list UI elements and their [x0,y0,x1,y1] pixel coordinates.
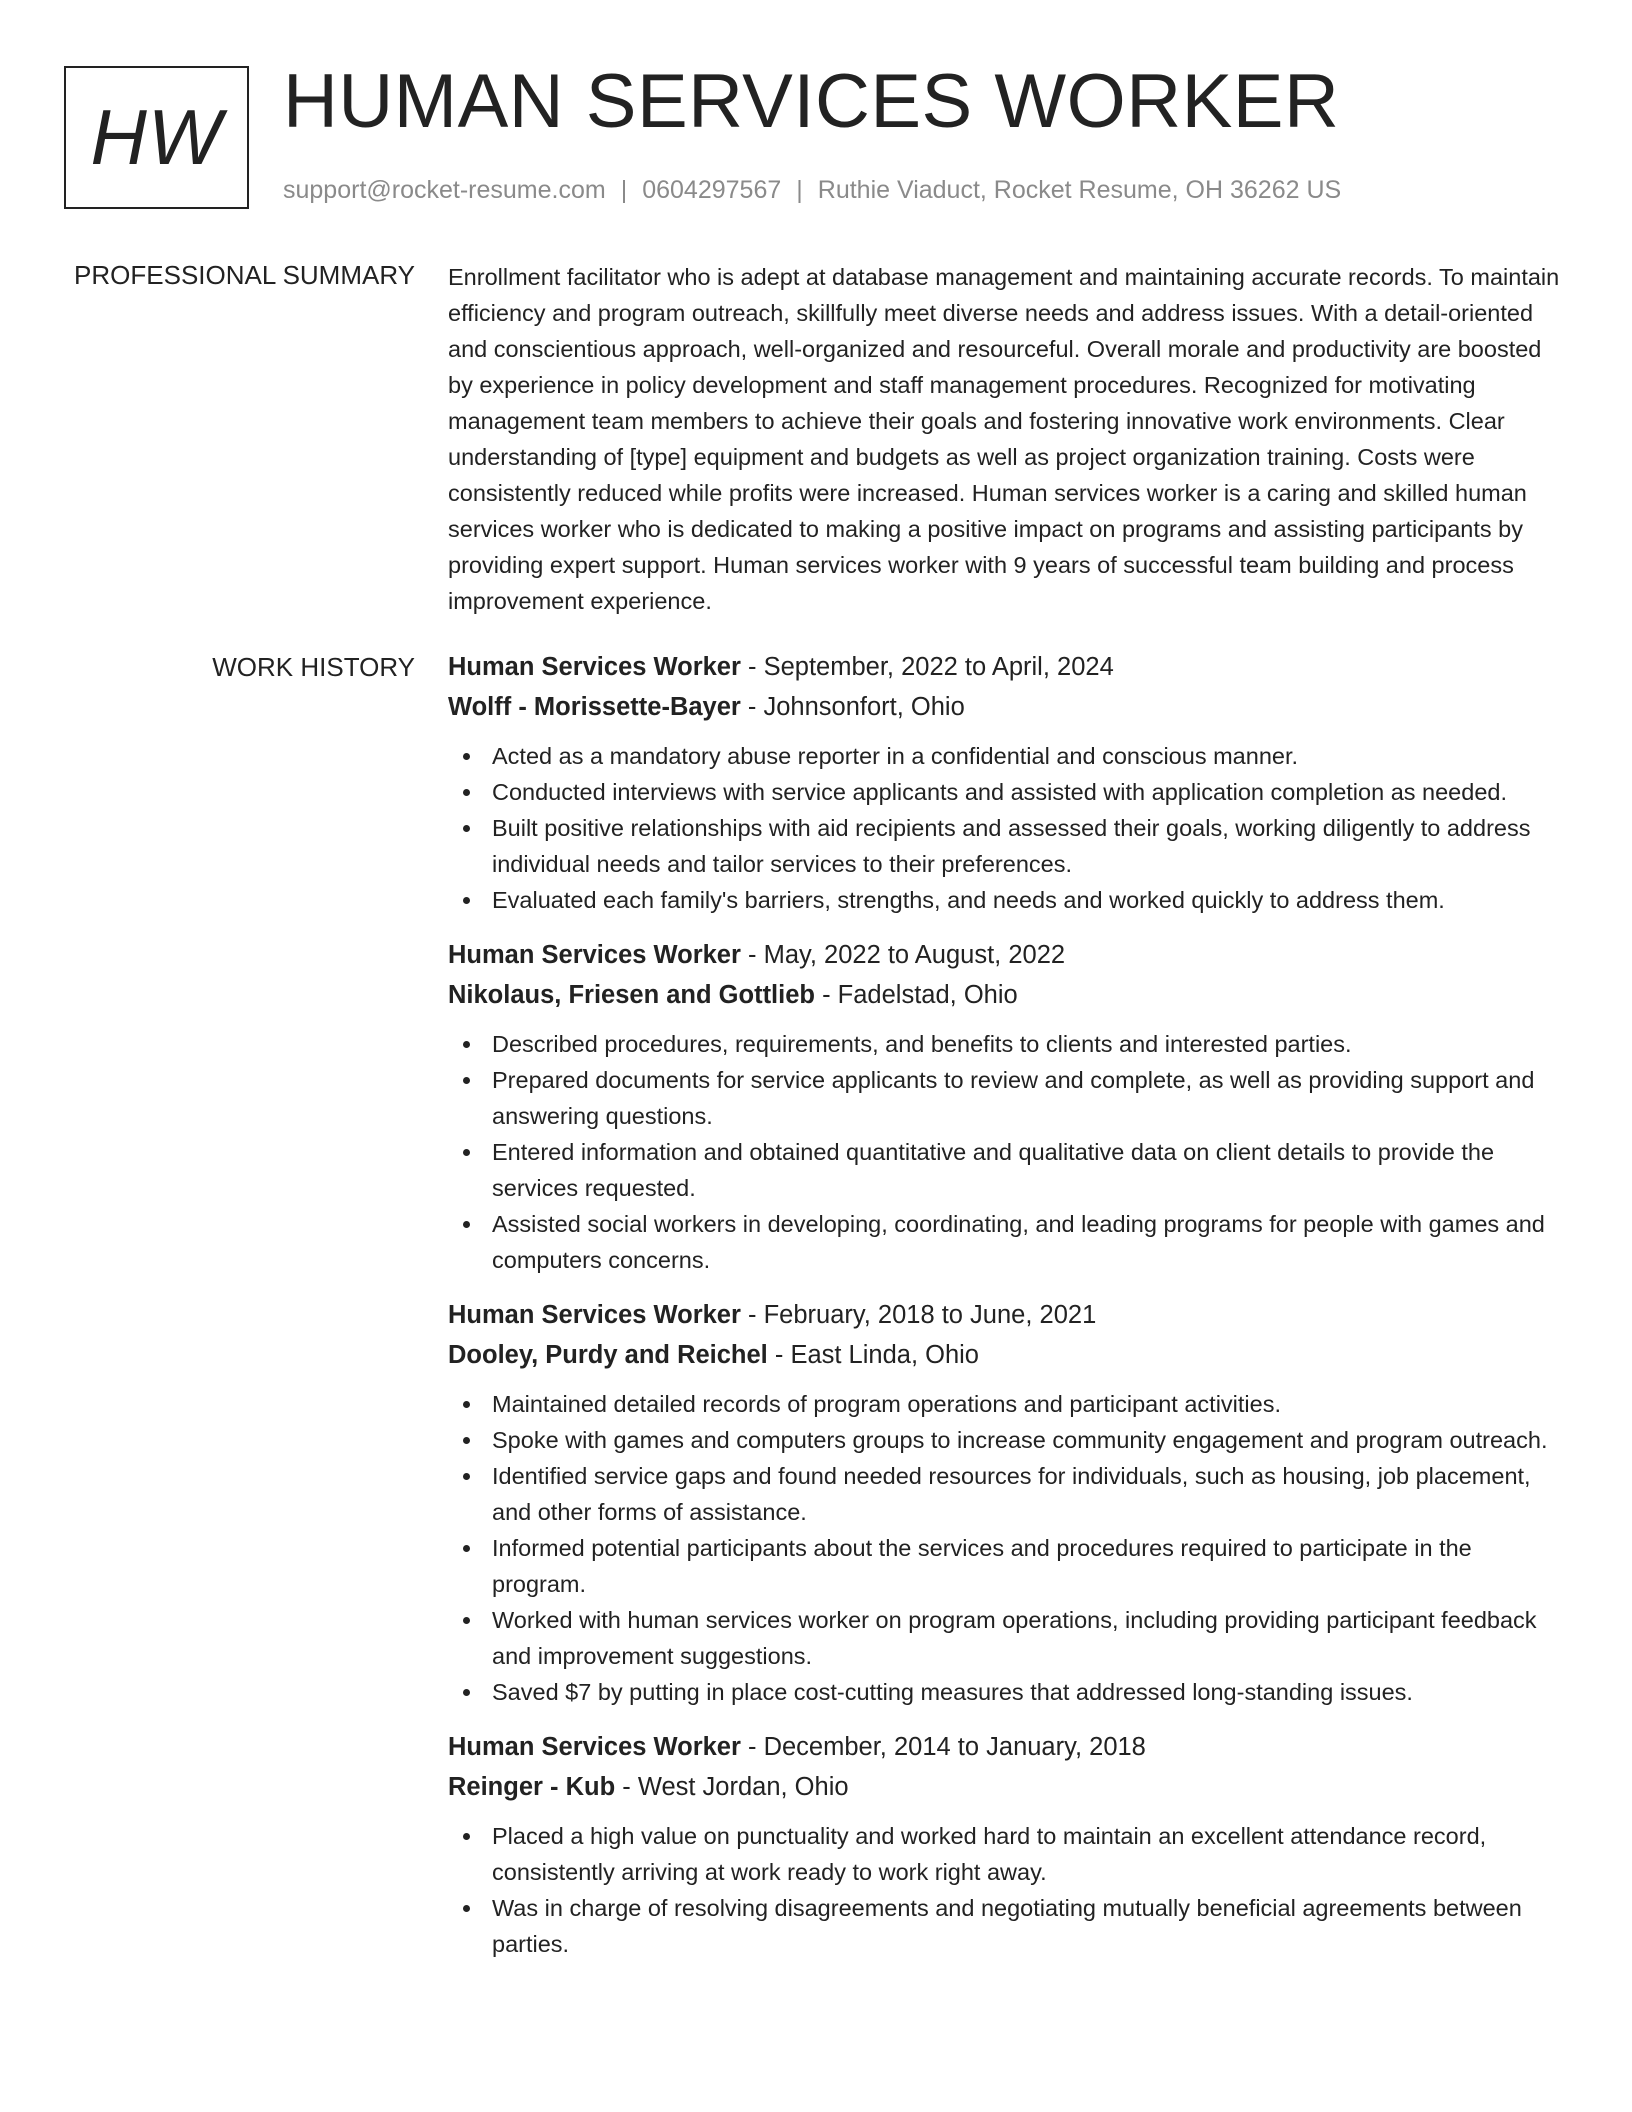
job-company: Reinger - Kub [448,1773,616,1801]
job-company-line [448,1767,1568,1807]
contact-phone: 0604297567 [642,176,782,204]
summary-section [448,259,1568,619]
job-location: - Johnsonfort, Ohio [740,693,965,721]
summary-text: Enrollment facilitator who is adept at database management and maintaining accurate records. To maintain efficiency and program outreach, skillfully meet diverse needs and address issues. With a detail-oriented and conscientious approach, well-organized and resourceful. Overall morale and productivity are boosted by experience in policy development and staff management procedures. Recognized for motivating management team members to achieve their goals and fostering innovative work environments. Clear understanding of [type] equipment and budgets as well as project organization training. Costs were consistently reduced while profits were increased. Human services worker is a caring and skilled human services worker who is dedicated to making a positive impact on programs and assisting participants by providing expert support. Human services worker with 9 years of successful team building and process improvement experience. [448,264,1560,614]
job-location: - Fadelstad, Ohio [815,981,1018,1009]
section-label-work-history: WORK HISTORY [212,652,415,682]
job-title-line [448,647,1568,687]
job-location: - West Jordan, Ohio [615,1773,849,1801]
candidate-name: HUMAN SERVICES WORKER [283,59,1340,144]
job-title: Human Services Worker [448,653,741,681]
job-bullet: Acted as a mandatory abuse reporter in a confidential and conscious manner. [448,738,1568,774]
job-company-line [448,687,1568,727]
job-bullet-list [448,738,1568,918]
contact-separator: | [796,176,803,204]
job-dates: - February, 2018 to June, 2021 [740,1301,1097,1329]
contact-email: support@rocket-resume.com [283,176,606,204]
job-bullet-list [448,1026,1568,1278]
job-bullet: Evaluated each family's barriers, strengths, and needs and worked quickly to address them. [448,882,1568,918]
job-title-line [448,1727,1568,1767]
monogram-box [64,66,249,209]
contact-separator: | [620,176,628,204]
job-title-line [448,1295,1568,1335]
job-bullet: Identified service gaps and found needed resources for individuals, such as housing, job placement, and other forms of assistance. [448,1458,1568,1530]
job-location: - East Linda, Ohio [767,1341,979,1369]
job-bullet: Conducted interviews with service applicants and assisted with application completion as needed. [448,774,1568,810]
job-bullet: Described procedures, requirements, and benefits to clients and interested parties. [448,1026,1568,1062]
job-bullet: Built positive relationships with aid recipients and assessed their goals, working diligently to address individual needs and tailor services to their preferences. [448,810,1568,882]
contact-address: Ruthie Viaduct, Rocket Resume, OH 36262 US [817,176,1342,204]
job-title: Human Services Worker [448,1733,741,1761]
job-title-line [448,935,1568,975]
job-bullet: Prepared documents for service applicants to review and complete, as well as providing support and answering questions. [448,1062,1568,1134]
job-bullet: Worked with human services worker on program operations, including providing participant feedback and improvement suggestions. [448,1602,1568,1674]
job-bullet: Informed potential participants about the services and procedures required to participate in the program. [448,1530,1568,1602]
job-bullet: Spoke with games and computers groups to increase community engagement and program outreach. [448,1422,1568,1458]
job-company: Dooley, Purdy and Reichel [448,1341,768,1369]
job-company-line [448,1335,1568,1375]
job-company: Wolff - Morissette-Bayer [448,693,741,721]
monogram-initials: HW [90,93,223,181]
job-dates: - May, 2022 to August, 2022 [740,941,1066,969]
contact-line [283,176,1341,205]
job-dates: - September, 2022 to April, 2024 [740,653,1114,681]
job-company-line [448,975,1568,1015]
job-bullet: Assisted social workers in developing, coordinating, and leading programs for people with games and computers concerns. [448,1206,1568,1278]
job-bullet: Saved $7 by putting in place cost-cutting measures that addressed long-standing issues. [448,1674,1568,1710]
job-bullet-list [448,1386,1568,1710]
job-entry [448,1295,1568,1710]
job-bullet: Maintained detailed records of program operations and participant activities. [448,1386,1568,1422]
job-title: Human Services Worker [448,1301,741,1329]
job-bullet: Was in charge of resolving disagreements and negotiating mutually beneficial agreements between parties. [448,1890,1568,1962]
job-bullet: Placed a high value on punctuality and worked hard to maintain an excellent attendance record, consistently arriving at work ready to work right away. [448,1818,1568,1890]
job-entry [448,647,1568,918]
job-bullet-list [448,1818,1568,1962]
job-title: Human Services Worker [448,941,741,969]
job-entry [448,1727,1568,1962]
job-entry [448,935,1568,1278]
job-bullet: Entered information and obtained quantitative and qualitative data on client details to provide the services requested. [448,1134,1568,1206]
work-history-section [448,647,1568,1979]
job-company: Nikolaus, Friesen and Gottlieb [448,981,815,1009]
section-label-summary: PROFESSIONAL SUMMARY [74,260,415,290]
job-dates: - December, 2014 to January, 2018 [740,1733,1146,1761]
